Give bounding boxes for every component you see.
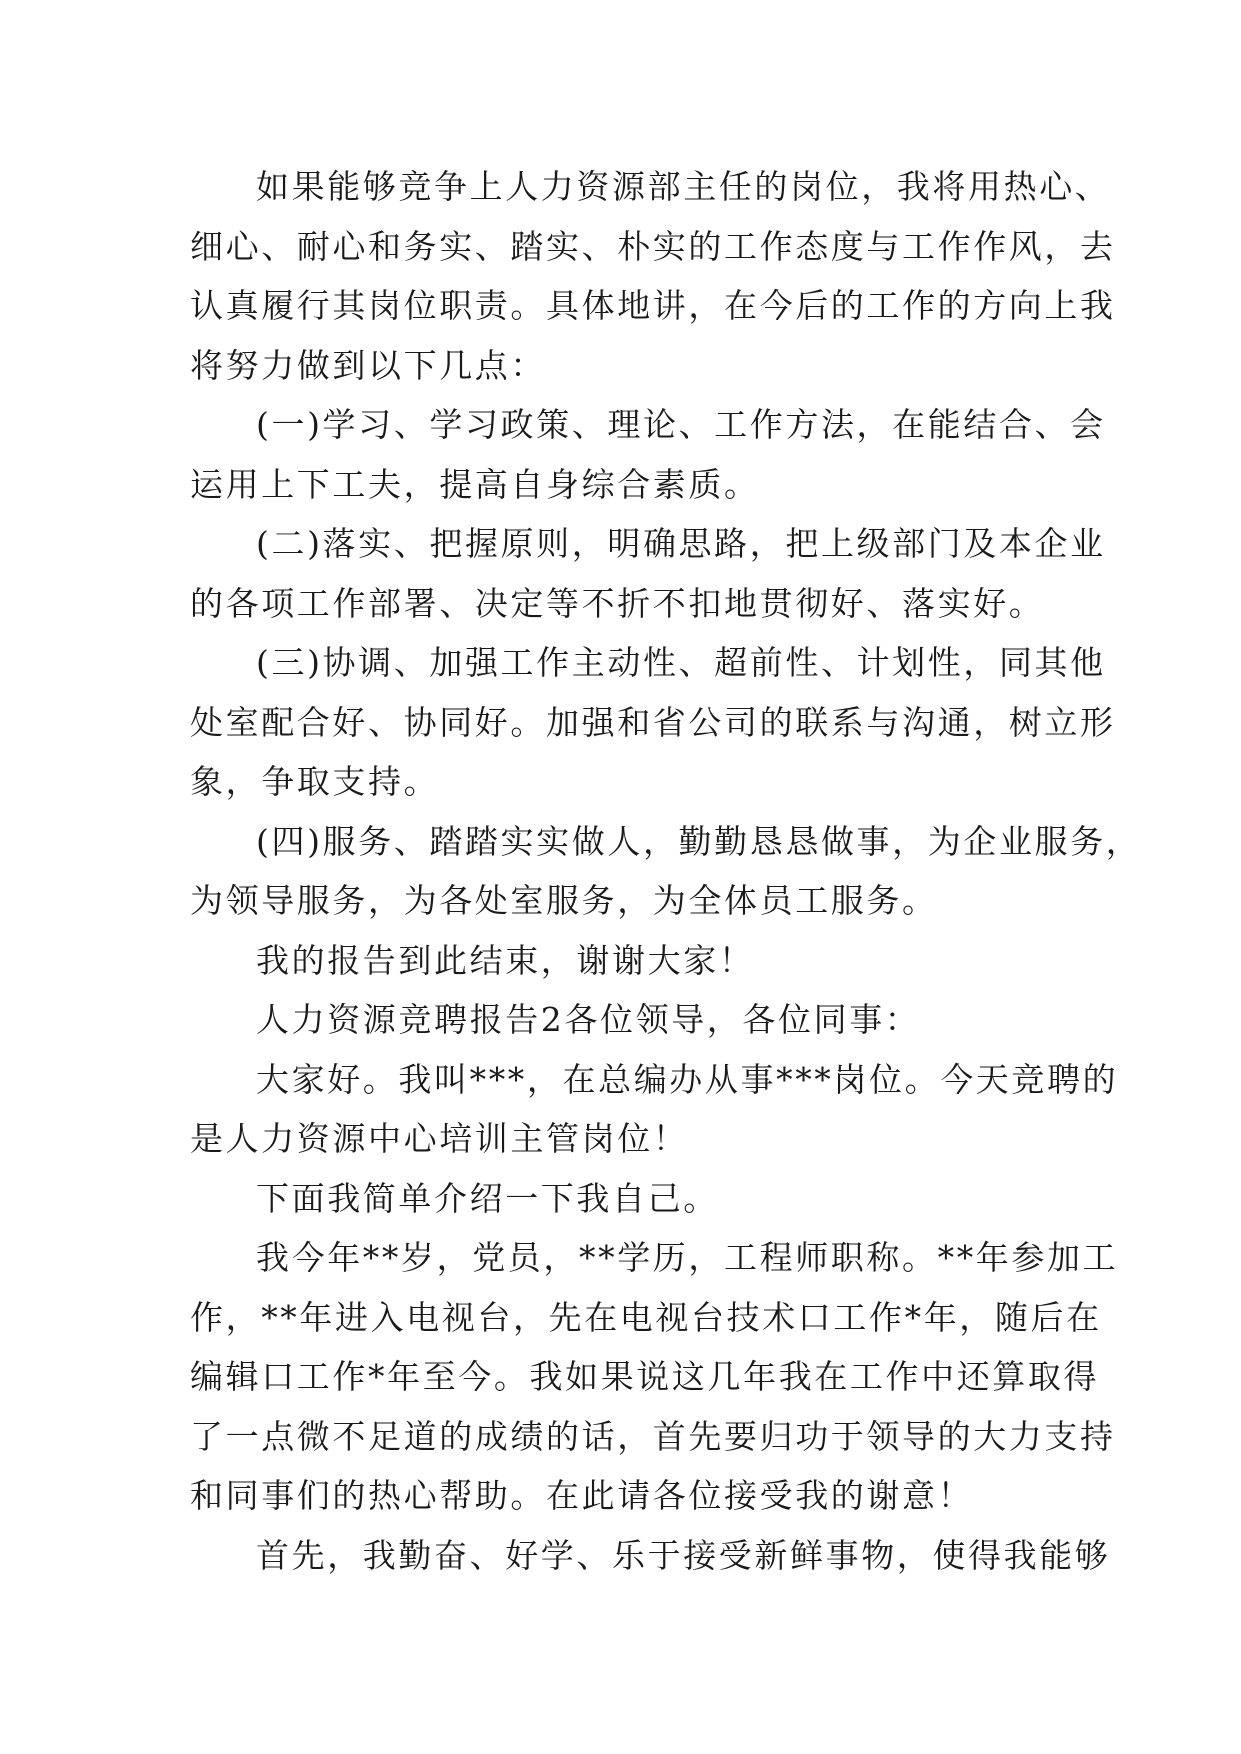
text-line: (四)服务、踏踏实实做人，勤勤恳恳做事，为企业服务， — [256, 821, 1142, 861]
text-line: 认真履行其岗位职责。具体地讲，在今后的工作的方向上我 — [190, 286, 1116, 325]
text-line: 运用上下工夫，提高自身综合素质。 — [190, 464, 760, 504]
text-line: 作，**年进入电视台，先在电视台技术口工作*年，随后在 — [190, 1297, 1102, 1337]
text-line: 和同事们的热心帮助。在此请各位接受我的谢意！ — [190, 1476, 974, 1515]
text-line: 首先，我勤奋、好学、乐于接受新鲜事物，使得我能够 — [256, 1535, 1111, 1575]
text-line: 的各项工作部署、决定等不折不扣地贯彻好、落实好。 — [190, 583, 1045, 623]
document-body — [190, 157, 1142, 1585]
text-line: 下面我简单介绍一下我自己。 — [256, 1178, 719, 1218]
text-line: (三)协调、加强工作主动性、超前性、计划性，同其他 — [256, 643, 1106, 682]
text-line: 象，争取支持。 — [190, 762, 440, 801]
text-line: (二)落实、把握原则，明确思路，把上级部门及本企业 — [256, 524, 1106, 563]
text-line: 将努力做到以下几点： — [190, 345, 546, 385]
text-line: 人力资源竞聘报告2各位领导，各位同事： — [256, 1000, 921, 1039]
text-line: 如果能够竞争上人力资源部主任的岗位，我将用热心、 — [256, 167, 1111, 206]
text-line: 我今年**岁，党员，**学历，工程师职称。**年参加工 — [256, 1238, 1119, 1277]
text-line: (一)学习、学习政策、理论、工作方法，在能结合、会 — [256, 405, 1106, 444]
text-line: 我的报告到此结束，谢谢大家！ — [256, 940, 755, 980]
text-line: 为领导服务，为各处室服务，为全体员工服务。 — [190, 881, 938, 920]
text-line: 是人力资源中心培训主管岗位！ — [190, 1119, 689, 1158]
text-line: 细心、耐心和务实、踏实、朴实的工作态度与工作作风，去 — [190, 226, 1116, 266]
text-line: 大家好。我叫***，在总编办从事***岗位。今天竞聘的 — [256, 1059, 1119, 1099]
text-line: 编辑口工作*年至今。我如果说这几年我在工作中还算取得 — [190, 1357, 1100, 1396]
text-line: 了一点微不足道的成绩的话，首先要归功于领导的大力支持 — [190, 1416, 1116, 1456]
text-line: 处室配合好、协同好。加强和省公司的联系与沟通，树立形 — [190, 702, 1116, 742]
